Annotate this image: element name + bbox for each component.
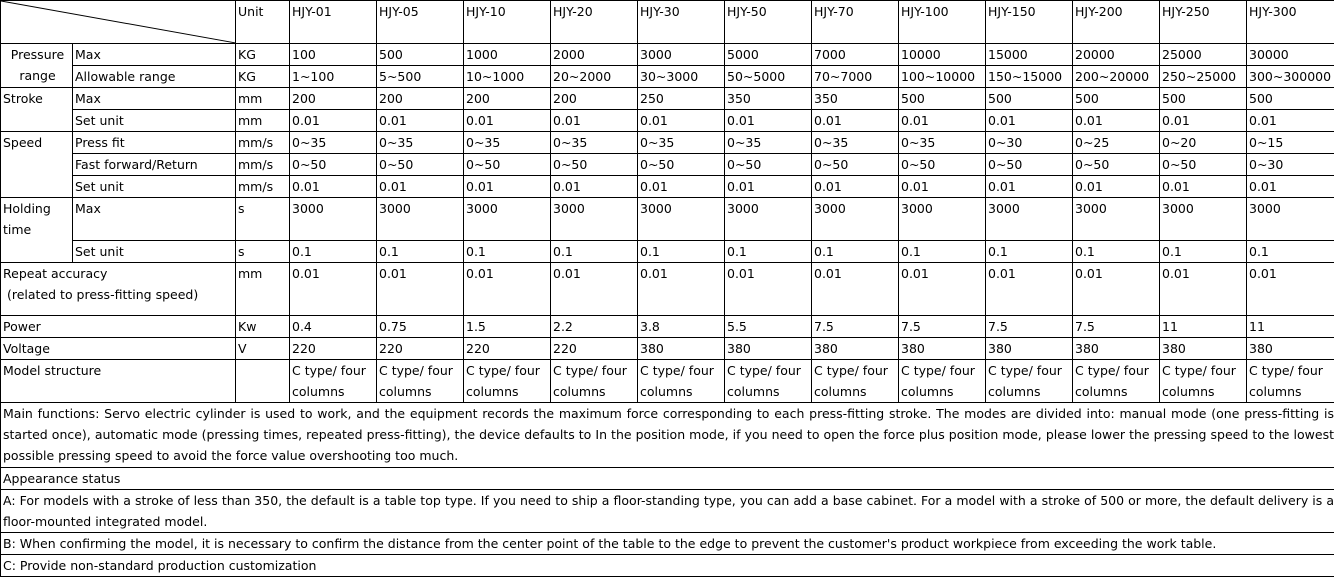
unit-cell: Kw: [236, 316, 290, 338]
value-cell: 380: [1073, 338, 1160, 360]
param-label: Allowable range: [73, 66, 236, 88]
value-cell: 220: [464, 338, 551, 360]
appearance-title-row: [1, 468, 1334, 490]
power-row: [1, 316, 1334, 338]
diagonal-header-cell: [1, 1, 236, 44]
value-cell: 0.01: [899, 176, 986, 198]
value-cell: 0.01: [986, 176, 1073, 198]
value-cell: 3000: [638, 198, 725, 241]
value-cell: 250~25000: [1160, 66, 1247, 88]
hold-max-row: [1, 198, 1334, 241]
model-header-cell: HJY-05: [377, 1, 464, 44]
model-header-cell: HJY-50: [725, 1, 812, 44]
value-cell: 11: [1160, 316, 1247, 338]
value-cell: 500: [899, 88, 986, 110]
value-cell: 350: [812, 88, 899, 110]
main-functions-note: Main functions: Servo electric cylinder is used to work, and the equipment records the maximum force corresponding to each press-fitting stroke. The modes are divided into: manual mode (one press-fitting is started once), automatic mode (pressing times, repeated press-fitting), the device defaults to In the position mode, if you need to open the force plus position mode, please lower the pressing speed to the lowest possible pressing speed to avoid the force value overshooting too much.: [1, 403, 1334, 468]
param-label: Fast forward/Return: [73, 154, 236, 176]
value-cell: 0~30: [1247, 154, 1334, 176]
value-cell: 2.2: [551, 316, 638, 338]
value-cell: 0~25: [1073, 132, 1160, 154]
value-cell: C type/ four columns: [551, 360, 638, 403]
value-cell: 5~500: [377, 66, 464, 88]
value-cell: 200~20000: [1073, 66, 1160, 88]
value-cell: 20~2000: [551, 66, 638, 88]
param-label: Press fit: [73, 132, 236, 154]
value-cell: 0.1: [377, 241, 464, 263]
value-cell: 0.01: [1073, 110, 1160, 132]
value-cell: 3000: [725, 198, 812, 241]
value-cell: 0.01: [638, 176, 725, 198]
value-cell: 0~50: [551, 154, 638, 176]
value-cell: 3.8: [638, 316, 725, 338]
param-label: Set unit: [73, 110, 236, 132]
value-cell: 0.1: [551, 241, 638, 263]
value-cell: 380: [899, 338, 986, 360]
main-functions-note-row: [1, 403, 1334, 468]
speed-press-row: [1, 132, 1334, 154]
value-cell: 200: [551, 88, 638, 110]
stroke-group-label: Stroke: [1, 88, 73, 132]
value-cell: 0~35: [377, 132, 464, 154]
value-cell: 0~50: [899, 154, 986, 176]
value-cell: 10~1000: [464, 66, 551, 88]
value-cell: 10000: [899, 44, 986, 66]
value-cell: C type/ four columns: [812, 360, 899, 403]
param-label: Max: [73, 198, 236, 241]
value-cell: 3000: [1247, 198, 1334, 241]
appearance-c-note-row: [1, 555, 1334, 577]
value-cell: 0.1: [1247, 241, 1334, 263]
value-cell: 3000: [986, 198, 1073, 241]
param-label: Set unit: [73, 241, 236, 263]
value-cell: 0~15: [1247, 132, 1334, 154]
value-cell: 0.01: [1247, 176, 1334, 198]
value-cell: 0.1: [1073, 241, 1160, 263]
voltage-row: [1, 338, 1334, 360]
value-cell: 0.01: [899, 263, 986, 316]
value-cell: 380: [725, 338, 812, 360]
value-cell: 0~35: [464, 132, 551, 154]
value-cell: 3000: [812, 198, 899, 241]
value-cell: 150~15000: [986, 66, 1073, 88]
value-cell: 0.01: [725, 263, 812, 316]
value-cell: 0.01: [551, 110, 638, 132]
value-cell: 1000: [464, 44, 551, 66]
unit-cell: mm/s: [236, 132, 290, 154]
value-cell: 0~50: [1073, 154, 1160, 176]
value-cell: 500: [1073, 88, 1160, 110]
value-cell: 200: [464, 88, 551, 110]
value-cell: C type/ four columns: [986, 360, 1073, 403]
value-cell: 0~35: [638, 132, 725, 154]
value-cell: 0~50: [377, 154, 464, 176]
value-cell: 0.01: [986, 110, 1073, 132]
value-cell: C type/ four columns: [464, 360, 551, 403]
param-label: Repeat accuracy (related to press-fitting speed): [1, 263, 236, 316]
value-cell: 200: [290, 88, 377, 110]
unit-cell: KG: [236, 66, 290, 88]
value-cell: C type/ four columns: [290, 360, 377, 403]
value-cell: 380: [812, 338, 899, 360]
value-cell: 0.01: [812, 176, 899, 198]
value-cell: 0.01: [1247, 110, 1334, 132]
value-cell: 500: [377, 44, 464, 66]
value-cell: 0.1: [638, 241, 725, 263]
value-cell: 0~35: [812, 132, 899, 154]
speed-group-label: Speed: [1, 132, 73, 198]
value-cell: 100~10000: [899, 66, 986, 88]
repeat-row: [1, 263, 1334, 316]
value-cell: 380: [1160, 338, 1247, 360]
model-header-cell: HJY-200: [1073, 1, 1160, 44]
value-cell: 0.75: [377, 316, 464, 338]
value-cell: 0.01: [377, 176, 464, 198]
value-cell: 1.5: [464, 316, 551, 338]
value-cell: 3000: [899, 198, 986, 241]
value-cell: 7000: [812, 44, 899, 66]
value-cell: 0.1: [899, 241, 986, 263]
value-cell: 0.1: [986, 241, 1073, 263]
value-cell: 20000: [1073, 44, 1160, 66]
pressure-range-group-label: Pressure range: [1, 44, 73, 88]
value-cell: C type/ four columns: [1160, 360, 1247, 403]
value-cell: 7.5: [986, 316, 1073, 338]
value-cell: 1~100: [290, 66, 377, 88]
value-cell: 380: [1247, 338, 1334, 360]
value-cell: 0.1: [812, 241, 899, 263]
value-cell: 220: [377, 338, 464, 360]
unit-cell: mm: [236, 88, 290, 110]
unit-cell: mm/s: [236, 154, 290, 176]
value-cell: 0.4: [290, 316, 377, 338]
value-cell: 0.1: [464, 241, 551, 263]
value-cell: 200: [377, 88, 464, 110]
value-cell: 0.01: [1160, 263, 1247, 316]
model-header-cell: HJY-70: [812, 1, 899, 44]
value-cell: 100: [290, 44, 377, 66]
param-label: Model structure: [1, 360, 236, 403]
value-cell: 0.01: [464, 263, 551, 316]
value-cell: 0.01: [290, 176, 377, 198]
unit-cell: mm: [236, 263, 290, 316]
value-cell: 380: [638, 338, 725, 360]
value-cell: 0.01: [638, 263, 725, 316]
stroke-max-row: [1, 88, 1334, 110]
value-cell: 0.01: [290, 110, 377, 132]
structure-row: [1, 360, 1334, 403]
pressure-max-row: [1, 44, 1334, 66]
value-cell: 0.01: [377, 263, 464, 316]
param-label: Max: [73, 88, 236, 110]
value-cell: 0.01: [1073, 263, 1160, 316]
holding-time-group-label: Holding time: [1, 198, 73, 263]
value-cell: 0.01: [899, 110, 986, 132]
value-cell: C type/ four columns: [899, 360, 986, 403]
value-cell: 0.01: [464, 110, 551, 132]
value-cell: 250: [638, 88, 725, 110]
value-cell: 5.5: [725, 316, 812, 338]
appearance-b-note: B: When confirming the model, it is necessary to confirm the distance from the center point of the table to the edge to prevent the customer's product workpiece from exceeding the work table.: [1, 533, 1334, 555]
param-label: Max: [73, 44, 236, 66]
model-header-cell: HJY-01: [290, 1, 377, 44]
unit-cell: mm/s: [236, 176, 290, 198]
unit-cell: s: [236, 198, 290, 241]
value-cell: 380: [986, 338, 1073, 360]
value-cell: 0.01: [1073, 176, 1160, 198]
value-cell: C type/ four columns: [377, 360, 464, 403]
value-cell: 11: [1247, 316, 1334, 338]
value-cell: 3000: [638, 44, 725, 66]
unit-cell: V: [236, 338, 290, 360]
value-cell: 500: [1160, 88, 1247, 110]
value-cell: 0~50: [290, 154, 377, 176]
value-cell: 0~50: [812, 154, 899, 176]
value-cell: 7.5: [899, 316, 986, 338]
appearance-b-note-row: [1, 533, 1334, 555]
value-cell: 7.5: [1073, 316, 1160, 338]
value-cell: 3000: [1160, 198, 1247, 241]
value-cell: 0~20: [1160, 132, 1247, 154]
model-header-cell: HJY-300: [1247, 1, 1334, 44]
appearance-a-note: A: For models with a stroke of less than 350, the default is a table top type. If you need to ship a floor-standing type, you can add a base cabinet. For a model with a stroke of 500 or more, the default delivery is a floor-mounted integrated model.: [1, 490, 1334, 533]
spec-table-body: [1, 1, 1334, 577]
value-cell: 0~35: [290, 132, 377, 154]
value-cell: 0.01: [725, 110, 812, 132]
value-cell: 0.01: [1247, 263, 1334, 316]
value-cell: 350: [725, 88, 812, 110]
value-cell: 0.01: [464, 176, 551, 198]
model-header-cell: HJY-150: [986, 1, 1073, 44]
value-cell: 0~50: [638, 154, 725, 176]
param-label: Voltage: [1, 338, 236, 360]
appearance-title: Appearance status: [1, 468, 1334, 490]
value-cell: 0.1: [1160, 241, 1247, 263]
value-cell: 3000: [377, 198, 464, 241]
value-cell: 0.1: [725, 241, 812, 263]
value-cell: 500: [1247, 88, 1334, 110]
value-cell: 220: [290, 338, 377, 360]
value-cell: 50~5000: [725, 66, 812, 88]
value-cell: 220: [551, 338, 638, 360]
value-cell: C type/ four columns: [1073, 360, 1160, 403]
value-cell: 0.01: [1160, 176, 1247, 198]
speed-set-row: [1, 176, 1334, 198]
value-cell: 0.01: [551, 263, 638, 316]
value-cell: 0~30: [986, 132, 1073, 154]
value-cell: 3000: [1073, 198, 1160, 241]
value-cell: 0.01: [551, 176, 638, 198]
value-cell: 3000: [290, 198, 377, 241]
unit-cell: KG: [236, 44, 290, 66]
unit-header: Unit: [236, 1, 290, 44]
value-cell: 0.01: [290, 263, 377, 316]
value-cell: C type/ four columns: [638, 360, 725, 403]
model-header-cell: HJY-10: [464, 1, 551, 44]
value-cell: 0.1: [290, 241, 377, 263]
value-cell: 0~50: [725, 154, 812, 176]
value-cell: 500: [986, 88, 1073, 110]
value-cell: 0.01: [638, 110, 725, 132]
value-cell: 0~50: [986, 154, 1073, 176]
value-cell: 5000: [725, 44, 812, 66]
value-cell: 2000: [551, 44, 638, 66]
value-cell: 30000: [1247, 44, 1334, 66]
stroke-set-row: [1, 110, 1334, 132]
value-cell: C type/ four columns: [1247, 360, 1334, 403]
value-cell: 0.01: [812, 263, 899, 316]
speed-fast-row: [1, 154, 1334, 176]
param-label: Set unit: [73, 176, 236, 198]
model-header-cell: HJY-30: [638, 1, 725, 44]
value-cell: 3000: [464, 198, 551, 241]
value-cell: 0~35: [551, 132, 638, 154]
model-header-cell: HJY-20: [551, 1, 638, 44]
model-header-cell: HJY-250: [1160, 1, 1247, 44]
header-row: [1, 1, 1334, 44]
value-cell: 25000: [1160, 44, 1247, 66]
value-cell: 30~3000: [638, 66, 725, 88]
value-cell: 0~50: [1160, 154, 1247, 176]
value-cell: 7.5: [812, 316, 899, 338]
unit-cell-empty: [236, 360, 290, 403]
value-cell: C type/ four columns: [725, 360, 812, 403]
value-cell: 0~35: [725, 132, 812, 154]
unit-cell: mm: [236, 110, 290, 132]
appearance-c-note: C: Provide non-standard production customization: [1, 555, 1334, 577]
model-header-cell: HJY-100: [899, 1, 986, 44]
pressure-allow-row: [1, 66, 1334, 88]
unit-cell: s: [236, 241, 290, 263]
hold-set-row: [1, 241, 1334, 263]
value-cell: 0~35: [899, 132, 986, 154]
value-cell: 0.01: [725, 176, 812, 198]
value-cell: 0~50: [464, 154, 551, 176]
value-cell: 70~7000: [812, 66, 899, 88]
value-cell: 3000: [551, 198, 638, 241]
value-cell: 0.01: [986, 263, 1073, 316]
diagonal-line: [1, 1, 236, 43]
appearance-a-note-row: [1, 490, 1334, 533]
value-cell: 300~300000: [1247, 66, 1334, 88]
value-cell: 0.01: [1160, 110, 1247, 132]
value-cell: 0.01: [377, 110, 464, 132]
param-label: Power: [1, 316, 236, 338]
value-cell: 0.01: [812, 110, 899, 132]
value-cell: 15000: [986, 44, 1073, 66]
